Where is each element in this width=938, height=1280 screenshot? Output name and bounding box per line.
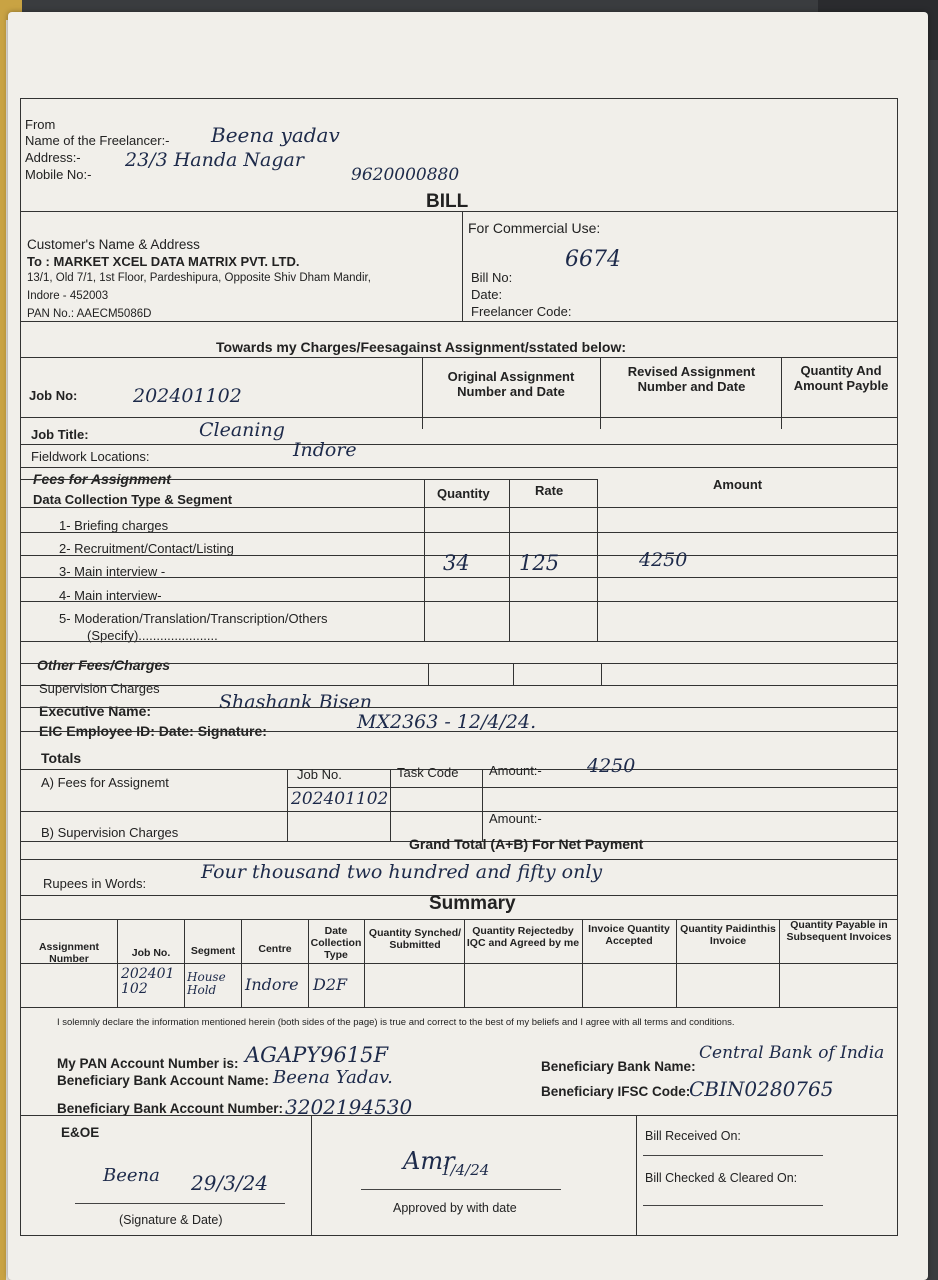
- bank-account-name-label: Beneficiary Bank Account Name:: [57, 1073, 269, 1088]
- supervision-b-label: B) Supervision Charges: [41, 825, 179, 840]
- other-fees-title: Other Fees/Charges: [37, 657, 171, 673]
- summary-header-invoice: Invoice Quantity Accepted: [588, 923, 670, 947]
- rupees-label: Rupees in Words:: [43, 876, 147, 891]
- customer-addr1: 13/1, Old 7/1, 1st Floor, Pardeshipura, Opposite Shiv Dham Mandir,: [27, 272, 371, 284]
- task-code-label: Task Code: [397, 765, 459, 780]
- fee-item-main-interview-2: 4- Main interview-: [59, 588, 162, 603]
- summary-title: Summary: [429, 893, 516, 914]
- summary-header-payable: Quantity Payable in Subsequent Invoices: [786, 919, 892, 943]
- original-assignment-header: Original Assignment Number and Date: [447, 369, 575, 399]
- mobile-label: Mobile No:-: [25, 167, 92, 182]
- beneficiary-bank-label: Beneficiary Bank Name:: [541, 1059, 696, 1074]
- summary-header-assignment: Assignment Number: [38, 941, 100, 965]
- amount-a-label: Amount:-: [489, 763, 542, 778]
- customer-label: Customer's Name & Address: [27, 237, 200, 252]
- freelancer-name-label: Name of the Freelancer:-: [25, 133, 170, 148]
- bill-title: BILL: [426, 191, 469, 212]
- totals-job-no-label: Job No.: [297, 767, 342, 782]
- data-collection-label: Data Collection Type & Segment: [33, 492, 233, 507]
- quantity-header: Quantity: [437, 486, 490, 501]
- summary-segment-value: House Hold: [187, 970, 226, 997]
- address-label: Address:-: [25, 150, 81, 165]
- fee-item-specify: (Specify)......................: [87, 628, 218, 643]
- bill-no-value: 6674: [565, 247, 621, 272]
- approver-signature: Amr: [403, 1147, 455, 1175]
- rate-header: Rate: [535, 483, 564, 498]
- fee-rate-value: 125: [519, 551, 560, 575]
- date-label: Date:: [471, 287, 503, 302]
- fees-title: Fees for Assignment: [33, 471, 171, 487]
- bill-no-label: Bill No:: [471, 270, 513, 285]
- towards-heading: Towards my Charges/Feesagainst Assignment/sstated below:: [216, 339, 626, 355]
- from-label: From: [25, 117, 56, 132]
- summary-header-segment: Segment: [190, 945, 236, 957]
- totals-job-no-value: 202401102: [291, 789, 389, 809]
- job-no-value: 202401102: [133, 385, 242, 407]
- rupees-value: Four thousand two hundred and fifty only: [201, 861, 603, 883]
- bank-account-number-value: 3202194530: [285, 1095, 413, 1119]
- bill-paper: [8, 12, 928, 1280]
- summary-header-paid: Quantity Paidinthis Invoice: [680, 923, 776, 947]
- fieldwork-label: Fieldwork Locations:: [31, 449, 150, 464]
- revised-assignment-header: Revised Assignment Number and Date: [627, 364, 756, 394]
- bill-checked-label: Bill Checked & Cleared On:: [645, 1171, 798, 1185]
- beneficiary-bank-value: Central Bank of India: [699, 1043, 885, 1063]
- fee-item-recruitment: 2- Recruitment/Contact/Listing: [59, 541, 234, 556]
- eic-value: MX2363 - 12/4/24.: [357, 711, 537, 733]
- ifsc-value: CBIN0280765: [689, 1077, 834, 1101]
- totals-title: Totals: [41, 750, 82, 766]
- amount-a-value: 4250: [587, 755, 636, 777]
- fieldwork-value: Indore: [293, 439, 357, 461]
- grand-total-label: Grand Total (A+B) For Net Payment: [409, 836, 644, 852]
- summary-centre-value: Indore: [245, 975, 299, 994]
- fee-item-moderation: 5- Moderation/Translation/Transcription/Others: [59, 611, 328, 626]
- summary-header-rejected: Quantity Rejectedby IQC and Agreed by me: [466, 925, 580, 949]
- signed-date-value: 29/3/24: [191, 1171, 269, 1195]
- fee-item-main-interview: 3- Main interview -: [59, 564, 166, 579]
- summary-header-centre: Centre: [258, 943, 292, 955]
- eoe-label: E&OE: [61, 1125, 100, 1140]
- customer-addr2: Indore - 452003: [27, 290, 109, 302]
- executive-label: Executive Name:: [39, 703, 152, 719]
- customer-pan: PAN No.: AAECM5086D: [27, 308, 152, 320]
- freelancer-name-value: Beena yadav: [211, 123, 340, 147]
- approved-date-value: 1/4/24: [441, 1161, 490, 1179]
- job-title-label: Job Title:: [31, 427, 89, 442]
- job-title-value: Cleaning: [199, 419, 285, 441]
- commercial-title: For Commercial Use:: [468, 220, 601, 236]
- quantity-amount-header: Quantity And Amount Payble: [793, 363, 889, 393]
- address-value: 23/3 Handa Nagar: [125, 149, 304, 171]
- mobile-value: 9620000880: [351, 165, 460, 185]
- bank-account-name-value: Beena Yadav.: [273, 1067, 393, 1088]
- job-no-label: Job No:: [29, 388, 78, 403]
- pan-value: AGAPY9615F: [245, 1043, 389, 1067]
- freelancer-code-label: Freelancer Code:: [471, 304, 572, 319]
- fees-a-label: A) Fees for Assignemt: [41, 775, 169, 790]
- supervision-label: Supervision Charges: [39, 681, 160, 696]
- approved-label: Approved by with date: [393, 1201, 517, 1215]
- summary-header-job-no: Job No.: [131, 947, 171, 959]
- amount-header: Amount: [713, 477, 763, 492]
- amount-b-label: Amount:-: [489, 811, 542, 826]
- customer-to: To : MARKET XCEL DATA MATRIX PVT. LTD.: [27, 254, 300, 269]
- summary-header-synched: Quantity Synched/ Submitted: [368, 927, 462, 951]
- fee-item-briefing: 1- Briefing charges: [59, 518, 169, 533]
- eic-label: EIC Employee ID: Date: Signature:: [39, 723, 267, 739]
- summary-job-no-value: 202401102: [121, 966, 175, 997]
- summary-header-type: Date Collection Type: [310, 925, 362, 961]
- ifsc-label: Beneficiary IFSC Code:: [541, 1084, 691, 1099]
- declaration-text: I solemnly declare the information mentioned herein (both sides of the page) is true and correct to the best of my beliefs and I agree with all terms and conditions.: [57, 1017, 735, 1028]
- freelancer-signature: Beena: [103, 1165, 160, 1186]
- pan-label: My PAN Account Number is:: [57, 1056, 239, 1071]
- fee-quantity-value: 34: [443, 551, 470, 575]
- fee-amount-value: 4250: [639, 549, 688, 571]
- signature-date-label: (Signature & Date): [119, 1213, 223, 1227]
- executive-value: Shashank Bisen: [219, 691, 372, 713]
- summary-type-value: D2F: [313, 975, 348, 994]
- bill-form: [20, 98, 898, 1236]
- bank-account-number-label: Beneficiary Bank Account Number:: [57, 1101, 284, 1116]
- bill-received-label: Bill Received On:: [645, 1129, 741, 1143]
